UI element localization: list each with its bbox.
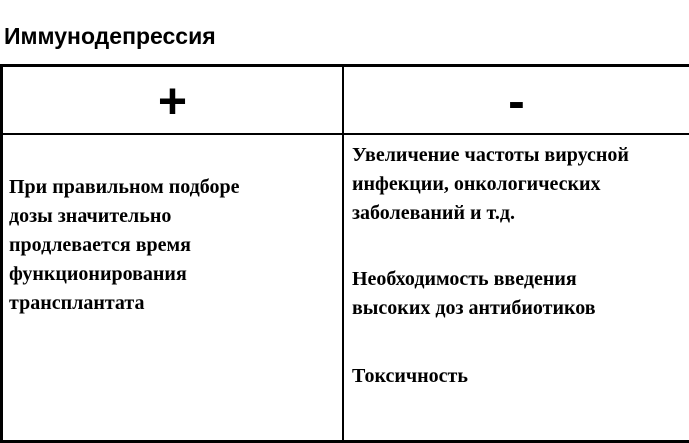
- page-title: Иммунодепрессия: [4, 23, 216, 49]
- con-item: Увеличение частоты вирусной инфекции, онкологических заболеваний и т.д.: [352, 144, 629, 224]
- minus-column-header: -: [508, 73, 525, 129]
- table-top-border: [0, 64, 689, 67]
- con-item: Токсичность: [352, 365, 468, 387]
- pro-item: При правильном подборе дозы значительно продлевается время функционирования трансплантата: [9, 176, 240, 314]
- plus-column-header: +: [157, 73, 188, 129]
- header-row-divider: [0, 133, 689, 135]
- con-item: Необходимость введения высоких доз антибиотиков: [352, 268, 596, 319]
